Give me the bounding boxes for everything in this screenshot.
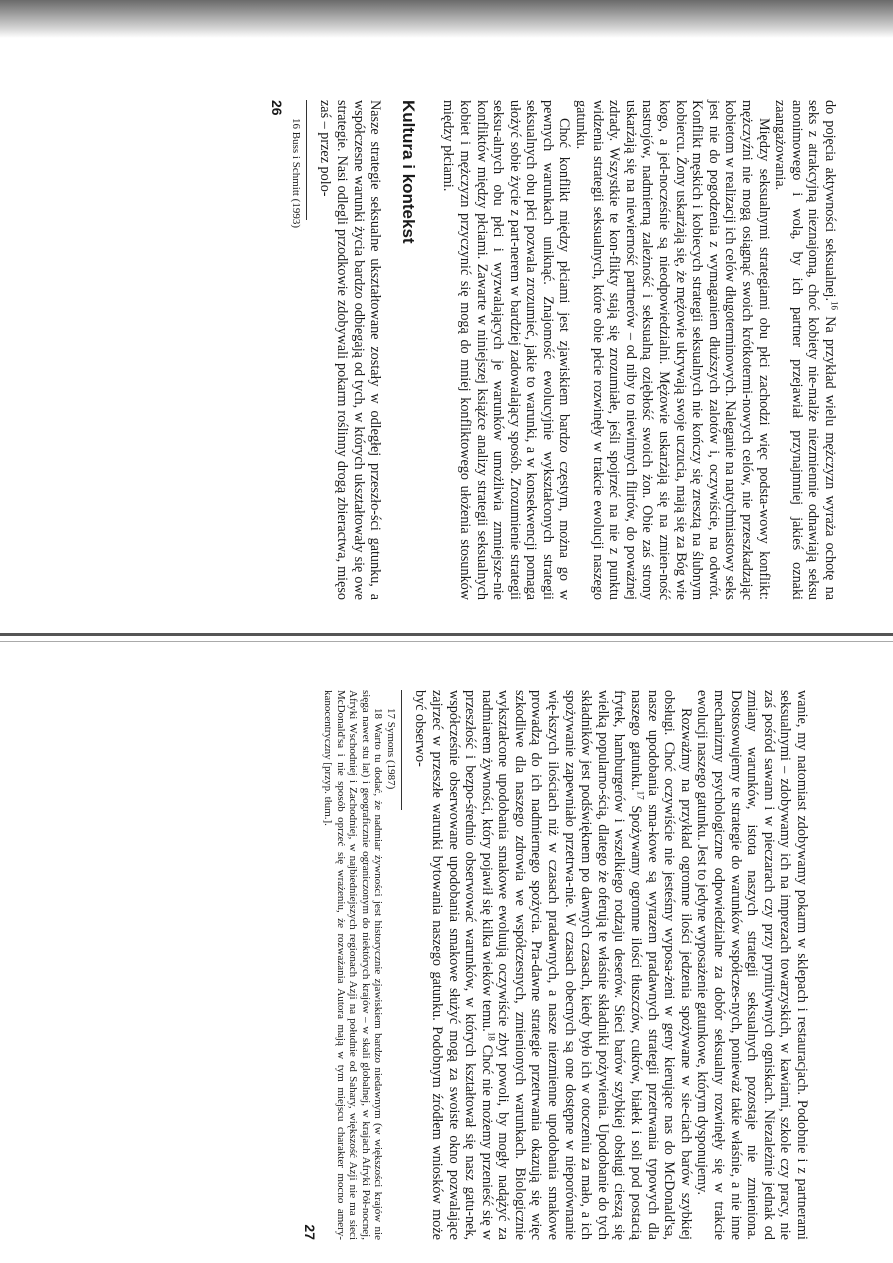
footnote: 18 Warto tu dodać, że nadmiar żywności jest historycznie zjawiskiem bardzo niedawnym (w większości krajów nie sięga nawet stu lat) i geograficznie ograniczonym do niektórych krajów – w skali globalnej, w krajach Afryki Pół-nocnej, Afryki Wschodniej i Zachodniej, w najbiedniejszych regionach Azji na południe od Sahary, większość Azji nie ma sieci McDonald'sa i nie sposób oprzeć się wrażeniu, że rozważania Autora mają w tym miejscu charakter mocno amery-kanocentryczny [przyp. tłum.]. <box>322 690 385 1240</box>
page-26-text <box>269 100 838 600</box>
page-27-text <box>301 690 810 1240</box>
footnote-rule <box>306 100 307 220</box>
page-number: 27 <box>301 1224 318 1240</box>
scan-shadow-band <box>0 0 893 38</box>
page-number: 26 <box>269 100 286 116</box>
gutter-line-secondary <box>0 641 893 642</box>
page-27 <box>70 690 810 1240</box>
page-26 <box>93 100 838 600</box>
footnote: 16 Buss i Schmitt (1993) <box>289 118 302 229</box>
paragraph: Między seksualnymi strategiami obu płci zachodzi więc podsta-wowy konflikt: mężczyźni nie mogą osiągnąć swoich krótkotermi-nowych celów, nie przeszkadzając kobietom w realizacji ich celów długoterminowych. Naleganie na natychmiastowy seks jest nie do pogodzenia z wymaganiem dłuższych zalotów i, oczywiście, na odwrót. Konflikt męskich i kobiecych strategii seksualnych nie kończy się zresztą na ślubnym kobiercu. Żony uskarżają się, że mężowie ukrywają swoje uczucia, mają się za Bóg wie kogo, a jed-nocześnie są nieodpowiedzialni. Mężowie uskarżają się na zmien-ność nastrojów, nadmierną zależność i seksualną oziębłość swoich żon. Obie zaś strony uskarżają się na niewierność partnerów – od niby to niewinnych flirtów, do poważnej zdrady. Wszystkie te kon-flikty stają się zrozumiałe, jeśli spojrzeć na nie z punktu widzenia strategii seksualnych, które obie płcie rozwinęły w trakcie ewolucji naszego gatunku. <box>573 100 772 600</box>
paragraph: Rozważmy na przykład ogromne ilości jedzenia spożywane w sie-ciach barów szybkiej obsługi. Choć oczywiście nie jesteśmy wyposa-żeni w geny kierujące nas do McDonald'sa, nasze upodobania sma-kowe są wyrazem pradawnych strategii przetrwania typowych dla naszego gatunku.$^{17}$ Spożywamy ogromne ilości tłuszczów, cukrów, białek i soli pod postacią frytek, hamburgerów i wszelkiego rodzaju deserów. Sieci barów szybkiej obsługi cieszą się wielką popularno-ścią, dlatego że oferują te właśnie składniki pożywienia. Upodobanie do tych składników jest podświęknem po dawnych czasach, kiedy było ich w otoczeniu za mało, a ich spożywanie zapewniało przetrwa-nie. W czasach obecnych są one dostępne w nieporównanie wię-kszych ilościach niż w czasach pradawnych, a nasze niezmienne upodobania smakowe prowadzą do ich nadmiernego spożycia. Pra-dawne strategie przetrwania okazują się więc szkodliwe dla naszego zdrowia we współczesnych, zmienionych warunkach. Biologicznie wykształcone upodobania smakowe ewoluują oczywiście zbyt powoli, by mogły nadążyć za nadmiarem żywności, który pojawił się kilka wieków temu.$^{18}$ Choć nie możemy przenieść się w przeszłość i bezpo-średnio obserwować warunków, w których kształtował się nasz gatu-nek, współcześnie obserwowane upodobania smakowe służyć mogą za swoiste okno pozwalające zajrzeć w przeszłe warunki bytowania naszego gatunku. Podobnym źródłem wniosków może być obserwo- <box>412 690 694 1241</box>
paragraph: Choć konflikt między płciami jest zjawiskiem bardzo częstym, można go w pewnych warunkach uniknąć. Znajomość ewolucyjnie wykształconych strategii seksualnych obu płci pozwala zrozumieć, jakie to warunki, a w konsekwencji pomaga ułożyć sobie życie z part-nerem w bardziej zadowalający sposób. Zrozumienie strategii seksu-alnych obu płci i wyzwalających je warunków umożliwia zmniejsze-nie konfliktów między płciami. Zawarte w niniejszej książce analizy strategii seksualnych kobiet i mężczyzn przyczynić się mogą do mniej konfliktowego ułożenia stosunków między płciami. <box>440 100 573 600</box>
footnote-ref: 18 <box>486 1031 497 1041</box>
paragraph: do pojęcia aktywności seksualnej.$^{16}$ Na przykład wielu mężczyzn wyraża ochotę na seks z atrakcyjną nieznajomą, choć kobiety nie-malże niezmiennie odnawiają seksu anonimowego i wolą, by ich partner przejawiał przynajmniej jakieś oznaki zaangażowania. <box>772 100 840 600</box>
footnote-ref: 16 <box>829 301 840 311</box>
paragraph: wanie, my natomiast zdobywamy pokarm w sklepach i restauracjach. Podobnie i z partnerami seksualnymi – zdobywamy ich na imprezach towarzyskich, w kawiarni, szkole czy pracy, nie zaś pośród sawann i w pieczarach czy przy prymitywnych ogniskach. Niezależnie jednak od zmiany warunków, istota naszych strategii seksualnych pozostaje nie zmieniona. Dostosowujemy te strategie do warunków współczes-nych, ponieważ takie właśnie, a nie inne mechanizmy psychologiczne odpowiedzialne za dobór seksualny rozwinęły się w trakcie ewolucji naszego gatunku. Jest to jedyne wyposażenie gatunkowe, którym dysponujemy. <box>694 690 810 1240</box>
footnote: 17 Symons (1987) <box>384 708 397 790</box>
footnotes <box>289 100 302 600</box>
footnotes <box>322 690 397 1240</box>
gutter-line <box>0 633 893 636</box>
paragraph: Nasze strategie seksualne ukształtowane zostały w odległej przeszło-ści gatunku, a współczesne warunki życia bardzo odbiegają od tych, w których ukształtowały się owe strategie. Nasi odlegli przodkowie zdobywali pokarm roślinny drogą zbieractwa, mięso zaś – przez polo- <box>317 100 384 600</box>
footnote-ref: 17 <box>635 790 646 800</box>
footnote-rule <box>401 690 402 810</box>
section-heading: Kultura i kontekst <box>398 100 418 244</box>
